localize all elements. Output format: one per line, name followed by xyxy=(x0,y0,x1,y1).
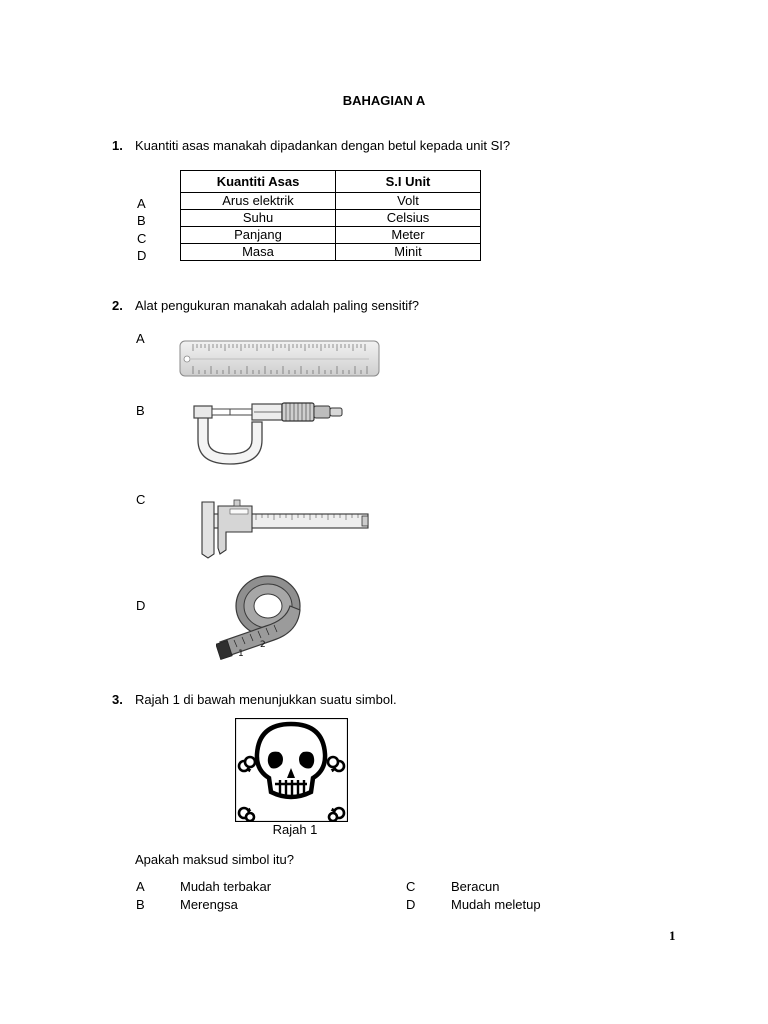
table-cell-unit: Meter xyxy=(336,227,481,244)
table-cell-quantity: Suhu xyxy=(181,210,336,227)
table-cell-quantity: Masa xyxy=(181,244,336,261)
figure-caption: Rajah 1 xyxy=(272,822,318,837)
table-row xyxy=(181,193,481,210)
si-unit-table xyxy=(180,170,481,261)
table-row xyxy=(181,210,481,227)
question-2-text: Alat pengukuran manakah adalah paling sensitif? xyxy=(135,298,420,313)
q3-option-text-c: Beracun xyxy=(451,879,500,894)
tape-digit-2: 2 xyxy=(260,640,266,650)
q2-option-letter-d: D xyxy=(136,598,146,613)
table-cell-unit: Minit xyxy=(336,244,481,261)
question-1-text: Kuantiti asas manakah dipadankan dengan betul kepada unit SI? xyxy=(135,138,511,153)
q3-option-text-d: Mudah meletup xyxy=(451,897,541,912)
q3-option-letter-c: C xyxy=(406,879,416,894)
q3-option-letter-b: B xyxy=(136,897,145,912)
table-row xyxy=(181,244,481,261)
table-header-quantity: Kuantiti Asas xyxy=(181,171,336,193)
q1-option-letter-c: C xyxy=(137,231,147,246)
ruler-icon xyxy=(179,339,381,379)
section-title: BAHAGIAN A xyxy=(342,93,426,108)
tape-digit-1: 1 xyxy=(238,649,244,659)
question-3-number: 3. xyxy=(112,692,123,707)
question-3-text: Rajah 1 di bawah menunjukkan suatu simbol. xyxy=(135,692,397,707)
table-cell-quantity: Arus elektrik xyxy=(181,193,336,210)
q3-option-letter-a: A xyxy=(136,879,145,894)
q1-option-letter-b: B xyxy=(137,213,146,228)
q2-option-letter-b: B xyxy=(136,403,145,418)
q3-option-text-a: Mudah terbakar xyxy=(180,879,272,894)
measuring-tape-icon xyxy=(216,570,302,662)
table-cell-unit: Celsius xyxy=(336,210,481,227)
page-number: 1 xyxy=(669,928,676,943)
table-header-row xyxy=(181,171,481,193)
question-3-prompt: Apakah maksud simbol itu? xyxy=(135,852,294,867)
table-row xyxy=(181,227,481,244)
q2-option-letter-c: C xyxy=(136,492,146,507)
table-header-unit: S.I Unit xyxy=(336,171,481,193)
skull-crossbones-icon xyxy=(235,718,348,822)
q1-option-letter-a: A xyxy=(137,196,146,211)
q1-option-letter-d: D xyxy=(137,248,147,263)
micrometer-screw-gauge-icon xyxy=(190,400,346,468)
vernier-caliper-icon xyxy=(196,498,372,560)
table-cell-unit: Volt xyxy=(336,193,481,210)
question-2-number: 2. xyxy=(112,298,123,313)
table-cell-quantity: Panjang xyxy=(181,227,336,244)
q3-option-text-b: Merengsa xyxy=(180,897,238,912)
question-1-number: 1. xyxy=(112,138,123,153)
q2-option-letter-a: A xyxy=(136,331,145,346)
q3-option-letter-d: D xyxy=(406,897,416,912)
